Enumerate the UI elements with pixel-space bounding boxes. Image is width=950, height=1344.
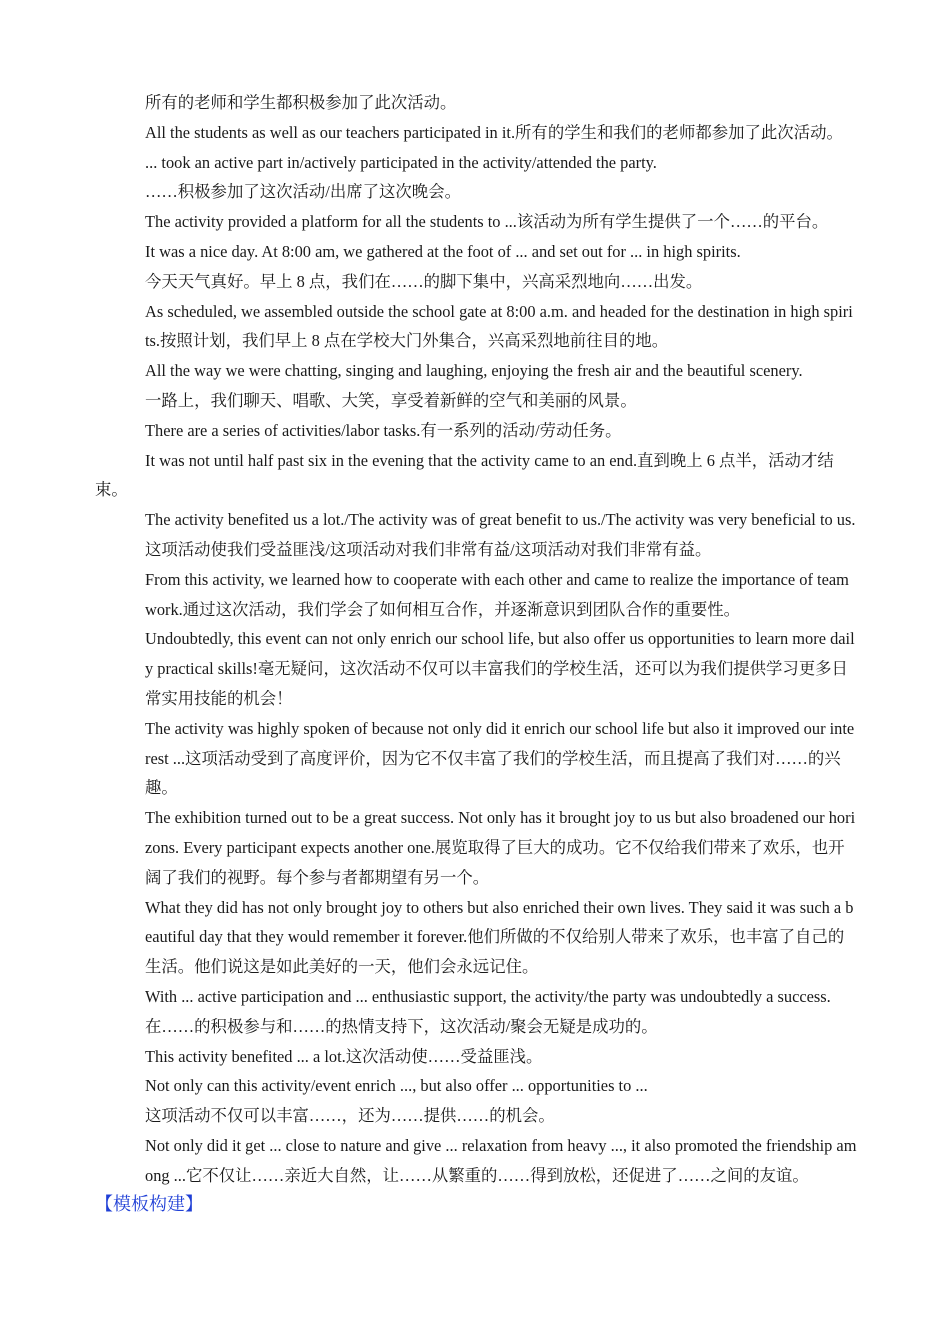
paragraph: The activity provided a platform for all the students to ...该活动为所有学生提供了一个……的平台。 (145, 212, 829, 232)
paragraph: The exhibition turned out to be a great success. Not only has it brought joy to us but also broadened our horizons. Every participant expects another one.展览取得了巨大的成功。它不仅给我们带来了欢乐，也开阔了我们的视野。每个参与者都期望有另一个。 (145, 808, 856, 887)
paragraph: Not only can this activity/event enrich ..., but also offer ... opportunities to ... (145, 1076, 648, 1096)
paragraph: The activity benefited us a lot./The activity was of great benefit to us./The activity was very beneficial to us.这项活动使我们受益匪浅/这项活动对我们非常有益/这项活动对我们非常有益。 (145, 510, 856, 559)
paragraph: Not only did it get ... close to nature and give ... relaxation from heavy ..., it also promoted the friendship among ...它不仅让……亲近大自然，让……从繁重的……得到放松，还促进了……之间的友谊。 (145, 1135, 857, 1185)
paragraph: With ... active participation and ... enthusiastic support, the activity/the party was undoubtedly a success. (145, 986, 831, 1006)
paragraph: What they did has not only brought joy to others but also enriched their own lives. They said it was such a beautiful day that they would remember it forever.他们所做的不仅给别人带来了欢乐，也丰富了自己的生活。他们说这是如此美好的一天，他们会永远记住。 (145, 897, 854, 977)
paragraph: As scheduled, we assembled outside the school gate at 8:00 a.m. and headed for the destination in high spirits.按照计划，我们早上 8 点在学校大门外集合，兴高采烈地前往目的地。 (145, 301, 853, 351)
paragraph: 在……的积极参与和……的热情支持下，这次活动/聚会无疑是成功的。 (145, 1016, 658, 1036)
paragraph: From this activity, we learned how to cooperate with each other and came to realize the importance of teamwork.通过这次活动，我们学会了如何相互合作，并逐渐意识到团队合作的重要性。 (145, 569, 849, 619)
paragraph: ……积极参加了这次活动/出席了这次晚会。 (145, 182, 461, 202)
paragraph: 一路上，我们聊天、唱歌、大笑，享受着新鲜的空气和美丽的风景。 (145, 390, 637, 410)
paragraph: Undoubtedly, this event can not only enrich our school life, but also offer us opportunities to learn more daily practical skills!毫无疑问，这次活动不仅可以丰富我们的学校生活，还可以为我们提供学习更多日常实用技能的机会！ (145, 629, 855, 708)
paragraph: It was a nice day. At 8:00 am, we gathered at the foot of ... and set out for ... in high spirits. (145, 241, 741, 261)
document-body (95, 88, 857, 1220)
paragraph: 所有的老师和学生都积极参加了此次活动。 (145, 93, 457, 112)
paragraph: The activity was highly spoken of because not only did it enrich our school life but also it improved our interest ...这项活动受到了高度评价，因为它不仅丰富了我们的学校生活，而且提高了我们对……的兴趣。 (145, 718, 855, 798)
paragraph: There are a series of activities/labor tasks.有一系列的活动/劳动任务。 (145, 420, 622, 440)
paragraph: 这项活动不仅可以丰富……，还为……提供……的机会。 (145, 1106, 555, 1126)
section-title: 【模板构建】 (95, 1194, 203, 1216)
paragraph: All the way we were chatting, singing and laughing, enjoying the fresh air and the beautiful scenery. (145, 361, 803, 381)
paragraph: 今天天气真好。早上 8 点，我们在……的脚下集中，兴高采烈地向……出发。 (145, 271, 703, 291)
paragraph: It was not until half past six in the evening that the activity came to an end.直到晚上 6 点半，活动才结束。 (95, 450, 834, 500)
paragraph: All the students as well as our teachers participated in it.所有的学生和我们的老师都参加了此次活动。 (145, 122, 843, 142)
paragraph: This activity benefited ... a lot.这次活动使……受益匪浅。 (145, 1046, 543, 1066)
paragraph: ... took an active part in/actively participated in the activity/attended the party. (145, 152, 657, 172)
